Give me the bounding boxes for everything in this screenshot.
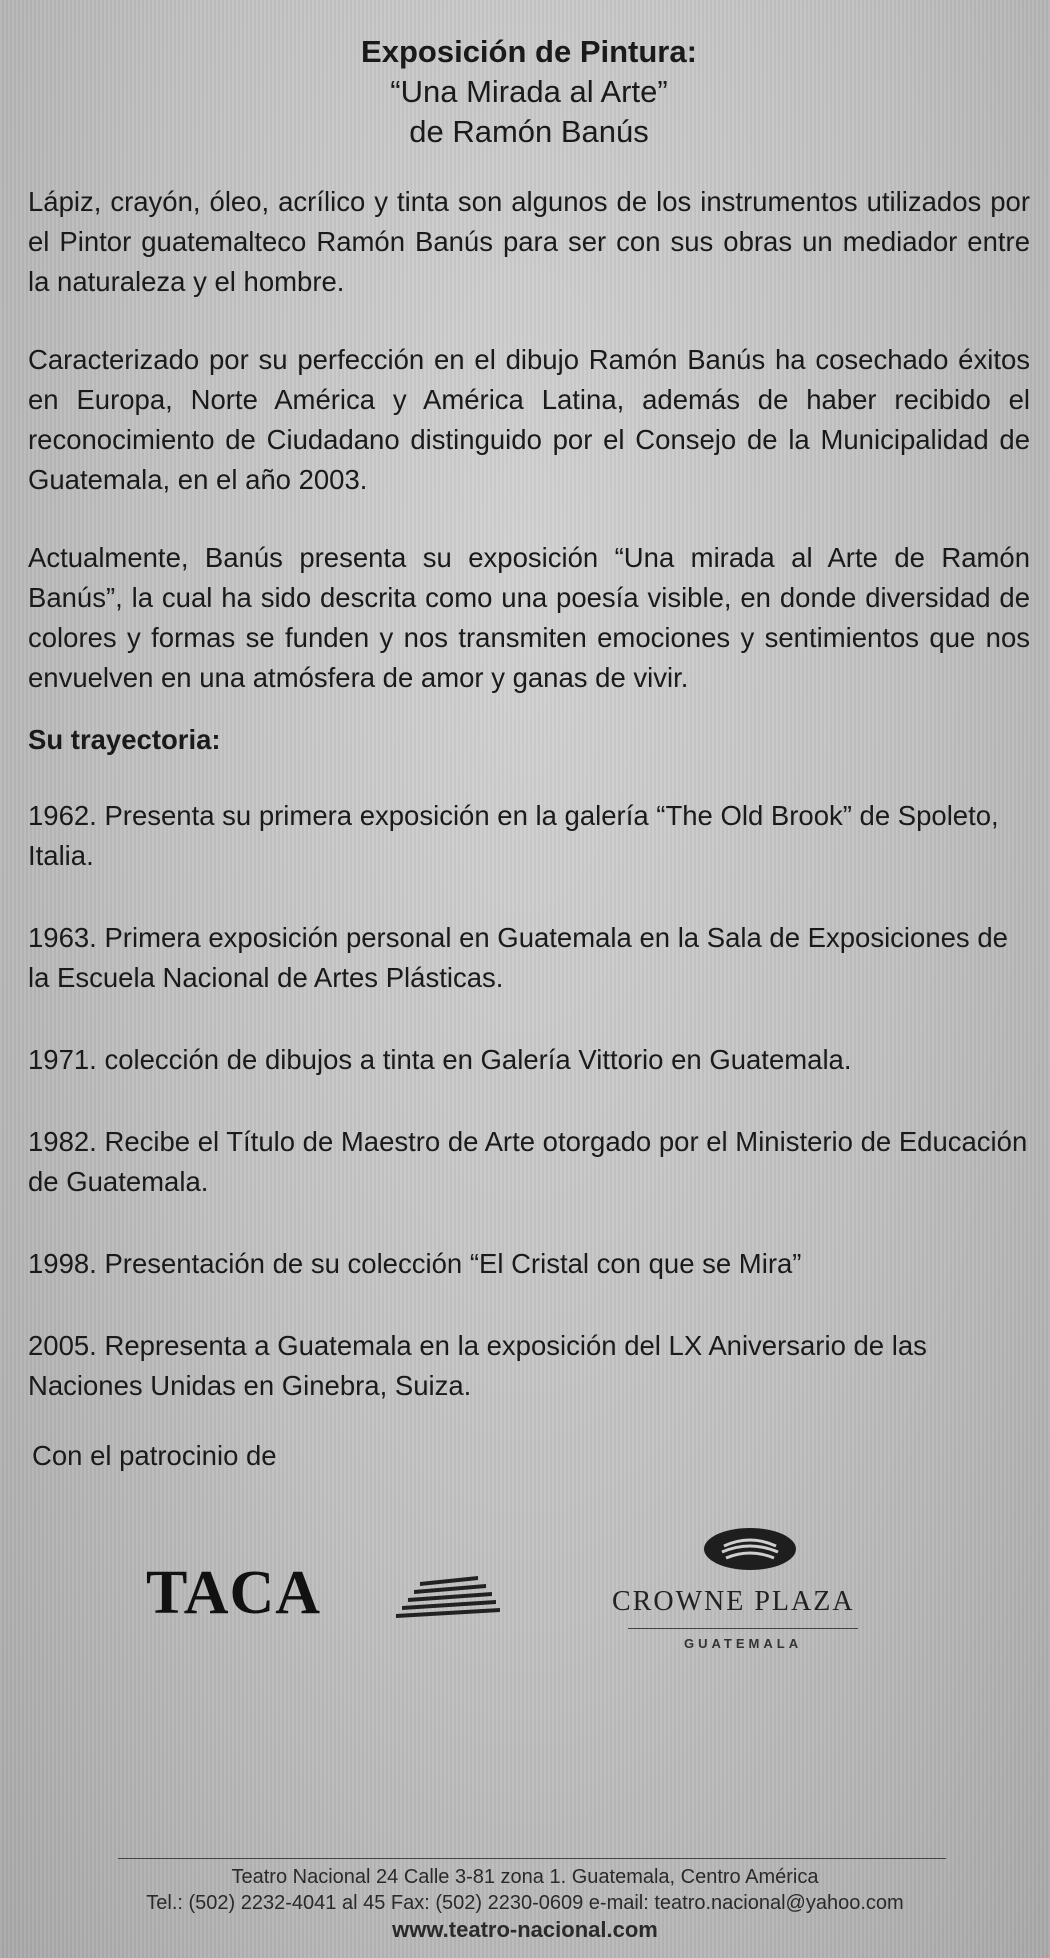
- trajectory-item: 1971. colección de dibujos a tinta en Galería Vittorio en Guatemala.: [28, 1044, 852, 1075]
- artist-line: de Ramón Banús: [409, 114, 649, 149]
- trajectory-item: 1963. Primera exposición personal en Guatemala en la Sala de Exposiciones de la Escuela Nacional de Artes Plásticas.: [28, 922, 1008, 993]
- crowne-plaza-emblem-icon: [702, 1526, 798, 1572]
- taca-wings-icon: [396, 1574, 500, 1618]
- sponsor-logos: [28, 1476, 1030, 1651]
- taca-logo: TACA: [146, 1559, 322, 1627]
- trajectory-item: 1998. Presentación de su colección “El Cristal con que se Mira”: [28, 1248, 802, 1279]
- paragraph-achievements: Caracterizado por su perfección en el dibujo Ramón Banús ha cosechado éxitos en Europa, Norte América y América Latina, además de haber recibido el reconocimiento de Ciudadano distinguido por el Consejo de la Municipalidad de Guatemala, en el año 2003.: [28, 344, 1030, 495]
- trajectory-item: 1982. Recibe el Título de Maestro de Arte otorgado por el Ministerio de Educación de Guatemala.: [28, 1126, 1028, 1197]
- footer-divider: [118, 1858, 946, 1859]
- footer-website: www.teatro-nacional.com: [392, 1917, 658, 1942]
- footer: [0, 1858, 1050, 1944]
- trajectory-list: [28, 796, 1030, 1406]
- trajectory-item: 2005. Representa a Guatemala en la exposición del LX Aniversario de las Naciones Unidas en Ginebra, Suiza.: [28, 1330, 927, 1401]
- crowne-plaza-city: GUATEMALA: [684, 1636, 803, 1651]
- paragraph-current-exhibition: Actualmente, Banús presenta su exposición “Una mirada al Arte de Ramón Banús”, la cual ha sido descrita como una poesía visible, en donde diversidad de colores y formas se funden y nos transmiten emociones y sentimientos que nos envuelven en una atmósfera de amor y ganas de vivir.: [28, 542, 1030, 693]
- footer-contact: Tel.: (502) 2232-4041 al 45 Fax: (502) 2230-0609 e-mail: teatro.nacional@yahoo.com: [146, 1892, 904, 1914]
- exhibition-subtitle: “Una Mirada al Arte”: [390, 74, 668, 109]
- crowne-divider: [628, 1628, 858, 1629]
- exhibition-title: Exposición de Pintura:: [361, 34, 697, 69]
- title-block: [28, 32, 1030, 152]
- sponsor-label: Con el patrocinio de: [32, 1440, 277, 1471]
- crowne-plaza-logo: CROWNE PLAZA: [612, 1586, 855, 1617]
- paragraph-materials: Lápiz, crayón, óleo, acrílico y tinta son algunos de los instrumentos utilizados por el Pintor guatemalteco Ramón Banús para ser con sus obras un mediador entre la naturaleza y el hombre.: [28, 186, 1030, 297]
- trajectory-item: 1962. Presenta su primera exposición en la galería “The Old Brook” de Spoleto, Italia.: [28, 800, 999, 871]
- footer-address: Teatro Nacional 24 Calle 3-81 zona 1. Guatemala, Centro América: [231, 1866, 819, 1888]
- trajectory-heading: Su trayectoria:: [28, 724, 221, 755]
